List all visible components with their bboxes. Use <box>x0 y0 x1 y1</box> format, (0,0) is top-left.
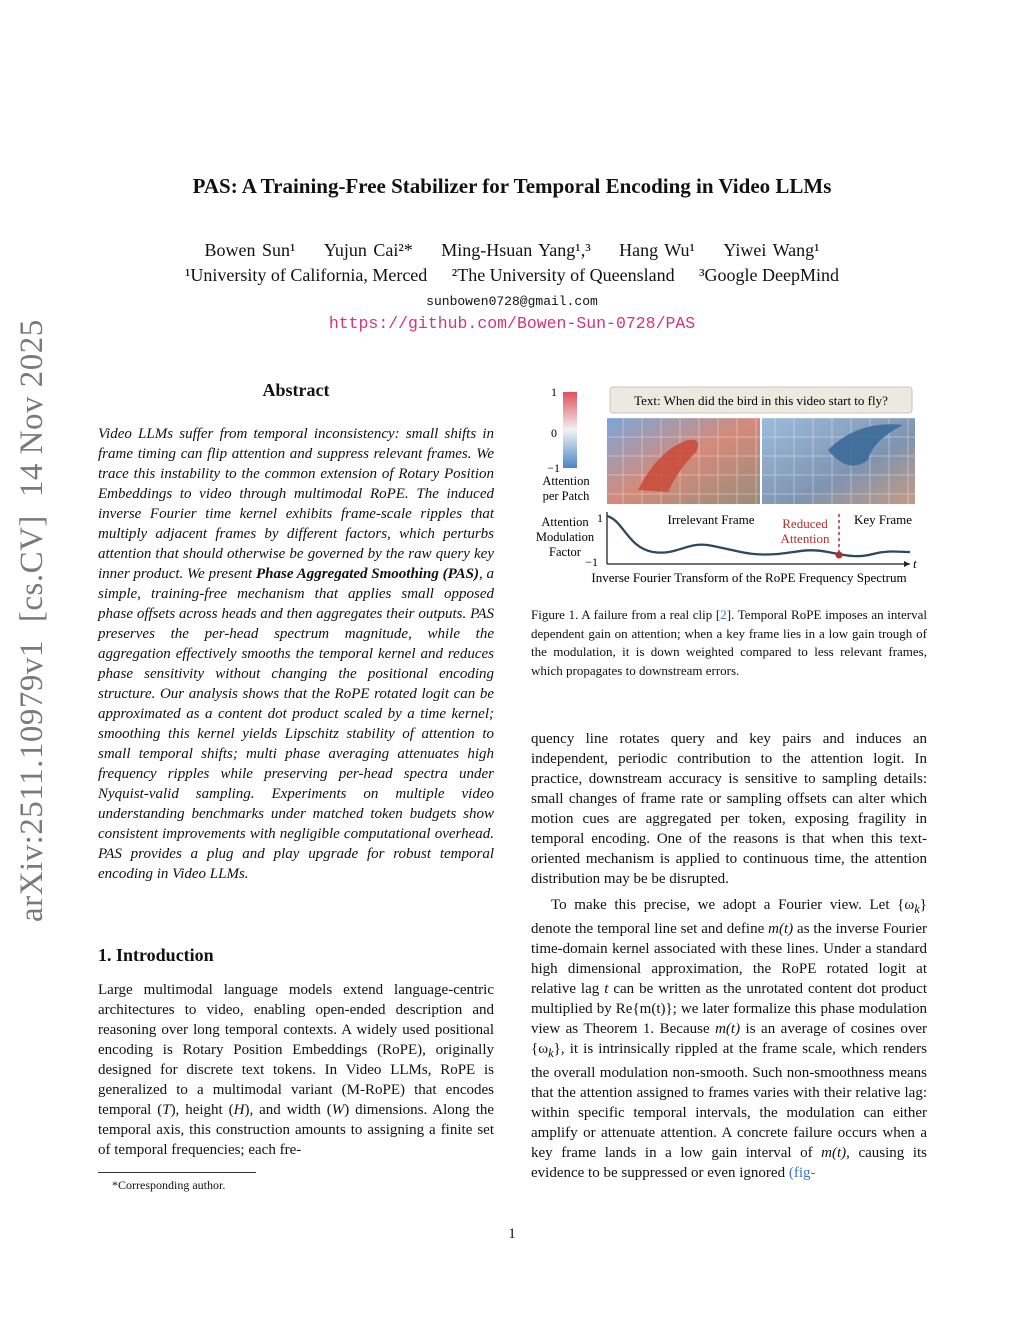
intro-paragraph <box>98 980 494 1160</box>
colorbar-tick: 0 <box>551 426 557 440</box>
irrelevant-frame-label: Irrelevant Frame <box>667 512 755 527</box>
body-text: ), height ( <box>170 1102 234 1118</box>
math-symbol: m(t) <box>821 1145 847 1161</box>
colorbar-label: per Patch <box>542 489 590 503</box>
abstract-text: , a simple, training-free mechanism that applies small opposed phase offsets across heads and then aggregates their outputs. PAS preserves the per-head spectrum magnitude, while the aggregation effectively smooths the temporal kernel and reduces phase sensitivity without changing the positional encoding structure. Our analysis shows that the RoPE rotated logit can be approximated as a content dot product scaled by a time kernel; smoothing this kernel yields Lipschitz stability of attention to small temporal shifts; multi phase averaging attenuates high frequency ripples while preserving per-head spectra under Nyquist-valid sampling. Experiments on multiple video understanding benchmarks under matched token budgets show consistent improvements with negligible computational overhead. PAS provides a plug and play upgrade for robust temporal encoding in Video LLMs. <box>98 566 495 882</box>
figure-xlabel: Inverse Fourier Transform of the RoPE Frequency Spectrum <box>591 570 907 585</box>
author: Yiwei Wang¹ <box>723 240 820 260</box>
colorbar-tick: −1 <box>547 461 560 475</box>
body-text: Large multimodal language models extend language-centric architectures to video, enabling open-ended description and reasoning over long temporal contexts. A widely used positional encoding is Rotary Position Embeddings (RoPE), originally designed for discrete text tokens. In Video LLMs, RoPE is generalized to a multimodal variant (M-RoPE) that encodes temporal ( <box>98 982 494 1118</box>
footnote: *Corresponding author. <box>112 1178 226 1192</box>
mod-tick: 1 <box>597 511 603 525</box>
caption-text: ]. Temporal RoPE imposes an interval dependent gain on attention; when a key frame lies in a low gain trough of the modulation, it is down weighted compared to less relevant frames, which propagates to downstream errors. <box>531 607 927 678</box>
body-text: To make this precise, we adopt a Fourier view. Let {ω <box>551 897 915 913</box>
colorbar-tick: 1 <box>551 385 557 399</box>
body-paragraph: quency line rotates query and key pairs and induces an independent, periodic contribution to the attention logit. In practice, downstream accuracy is sensitive to sampling details: small changes of frame rate or sampling offsets can alter which motion cues are aggregated per token, exposing fragility in temporal encoding. One of the reasons is that when this text-oriented mechanism is applied to continuous time, the attention distribution may be be disrupted. <box>531 731 927 887</box>
figure-1 <box>528 380 928 592</box>
key-frame-point <box>836 552 843 559</box>
math-symbol: W <box>331 1102 345 1118</box>
abstract-body <box>98 424 494 884</box>
mod-label: Attention <box>541 515 589 529</box>
colorbar-label: Attention <box>542 474 590 488</box>
arxiv-watermark <box>14 319 58 922</box>
t-axis-label: t <box>913 556 917 571</box>
caption-text: Figure 1. A failure from a real clip [ <box>531 607 721 622</box>
arxiv-id: arXiv:2511.10979v1 <box>14 640 50 922</box>
arxiv-date: 14 Nov 2025 <box>14 319 50 498</box>
body-text: , causing its evidence to be suppressed or even ignored <box>531 1145 927 1181</box>
arxiv-category: [cs.CV] <box>14 515 50 623</box>
math-symbol: T <box>162 1102 171 1118</box>
abstract-method-name: Phase Aggregated Smoothing (PAS) <box>255 566 479 582</box>
mod-label: Factor <box>549 545 581 559</box>
math-symbol: m(t) <box>768 921 794 937</box>
body-text: ), and width ( <box>244 1102 332 1118</box>
colorbar <box>563 392 577 468</box>
page-number: 1 <box>508 1226 516 1242</box>
figure-link[interactable]: (fig- <box>788 1165 816 1181</box>
abstract-text: Video LLMs suffer from temporal inconsistency: small shifts in frame timing can flip attention and suppress relevant frames. We trace this instability to the common extension of Rotary Position Embeddings to video through multimodal RoPE. The induced inverse Fourier time kernel exhibits frame-scale ripples that multiply adjacent frames by different factors, which perturbs attention that should otherwise be governed by the raw query key inner product. We present <box>98 426 494 582</box>
body-text: }, it is intrinsically rippled at the frame scale, which renders the overall modulation non-smooth. Such non-smoothness means that the attention assigned to frames varies with their relative lag: within specific temporal intervals, the modulation can either amplify or attenuate attention. A concrete failure occurs when a key frame lands in a low gain interval of <box>531 1041 927 1161</box>
citation-link[interactable]: 2 <box>720 607 727 622</box>
author-list <box>0 240 1024 261</box>
body-paragraph <box>531 895 927 1183</box>
github-link[interactable]: https://github.com/Bowen-Sun-0728/PAS <box>328 314 696 333</box>
math-subscript: k <box>548 1046 554 1060</box>
mod-tick: −1 <box>585 555 598 569</box>
reduced-attention-label: Reduced <box>782 516 828 531</box>
body-text: can be written as the unrotated content dot product multiplied by Re{m(t)}; we later formalize this phase modulation view as Theorem 1. Because <box>531 981 927 1037</box>
affiliation: ¹University of California, Merced <box>184 265 428 285</box>
key-frame-label: Key Frame <box>853 512 913 527</box>
reduced-attention-label: Attention <box>780 531 830 546</box>
author: Hang Wu¹ <box>619 240 695 260</box>
affiliation-list <box>0 265 1024 286</box>
math-symbol: m(t) <box>715 1021 741 1037</box>
question-text: Text: When did the bird in this video start to fly? <box>634 393 888 408</box>
figure-caption <box>531 606 927 680</box>
author: Bowen Sun¹ <box>204 240 296 260</box>
x-axis-arrow <box>904 561 910 567</box>
math-subscript: k <box>914 902 920 916</box>
body-text: } denote the temporal line set and define <box>531 897 927 937</box>
mod-label: Modulation <box>535 530 595 544</box>
footnote-rule <box>98 1172 256 1173</box>
author: Ming-Hsuan Yang¹,³ <box>441 240 591 260</box>
body-text: is an average of cosines over {ω <box>531 1021 927 1057</box>
body-text: ) dimensions. Along the temporal axis, this construction amounts to assigning a finite set of temporal frequencies; each fre- <box>98 1102 495 1158</box>
math-symbol: H <box>233 1102 245 1118</box>
paper-title: PAS: A Training-Free Stabilizer for Temporal Encoding in Video LLMs <box>192 174 832 198</box>
author-email: sunbowen0728@gmail.com <box>426 294 598 309</box>
author: Yujun Cai²* <box>323 240 413 260</box>
affiliation: ³Google DeepMind <box>699 265 840 285</box>
body-text: as the inverse Fourier time-domain kernel associated with these lines. Under a standard high dimensional approximation, the RoPE rotated logit at relative lag <box>531 921 927 997</box>
math-symbol: t <box>604 981 609 997</box>
affiliation: ²The University of Queensland <box>451 265 675 285</box>
abstract-heading: Abstract <box>262 380 330 400</box>
section-heading: 1. Introduction <box>98 945 214 965</box>
